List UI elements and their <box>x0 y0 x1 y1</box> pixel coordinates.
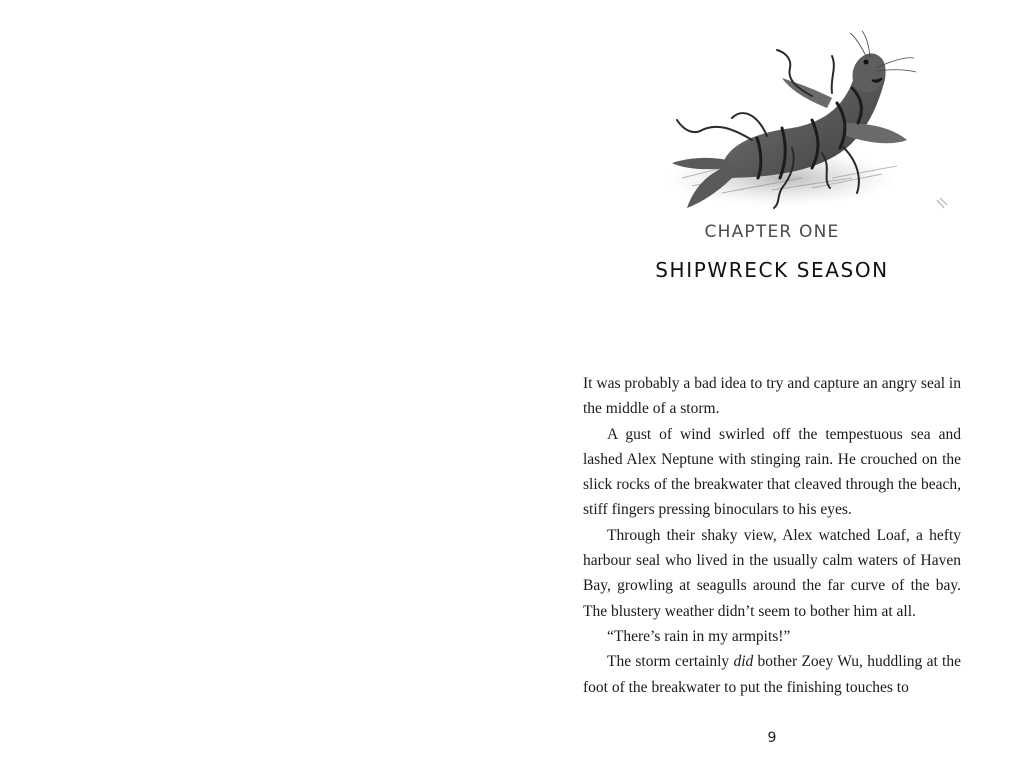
paragraph <box>583 371 961 422</box>
paragraph <box>583 523 961 624</box>
chapter-number: CHAPTER ONE <box>704 222 840 242</box>
paragraph <box>583 422 961 523</box>
paragraph-text: “There’s rain in my armpits!” <box>607 627 791 645</box>
paragraph-text: bother Zoey Wu, huddling at the foot of the breakwater to put the finishing touches to <box>583 653 961 696</box>
chapter-body-text <box>583 371 961 700</box>
chapter-title: SHIPWRECK SEASON <box>655 258 889 282</box>
paragraph <box>583 624 961 649</box>
paragraph-text: Through their shaky view, Alex watched Loaf, a hefty harbour seal who lived in the usually calm waters of Haven Bay, growling at seagulls around the far curve of the bay. The blustery weather didn’t seem to bother him at all. <box>583 526 961 620</box>
emphasis-text: did <box>733 653 754 671</box>
paragraph <box>583 649 961 700</box>
right-page <box>512 0 1024 780</box>
paragraph-text: It was probably a bad idea to try and capture an angry seal in the middle of a storm. <box>583 375 961 418</box>
page-number: 9 <box>767 730 777 746</box>
paragraph-text: A gust of wind swirled off the tempestuous sea and lashed Alex Neptune with stinging rain. He crouched on the slick rocks of the breakwater that cleaved through the beach, stiff fingers pressing binoculars to his eyes. <box>583 425 961 519</box>
paragraph-text: The storm certainly <box>607 653 734 671</box>
seal-tangled-in-seaweed-illustration <box>662 28 952 218</box>
